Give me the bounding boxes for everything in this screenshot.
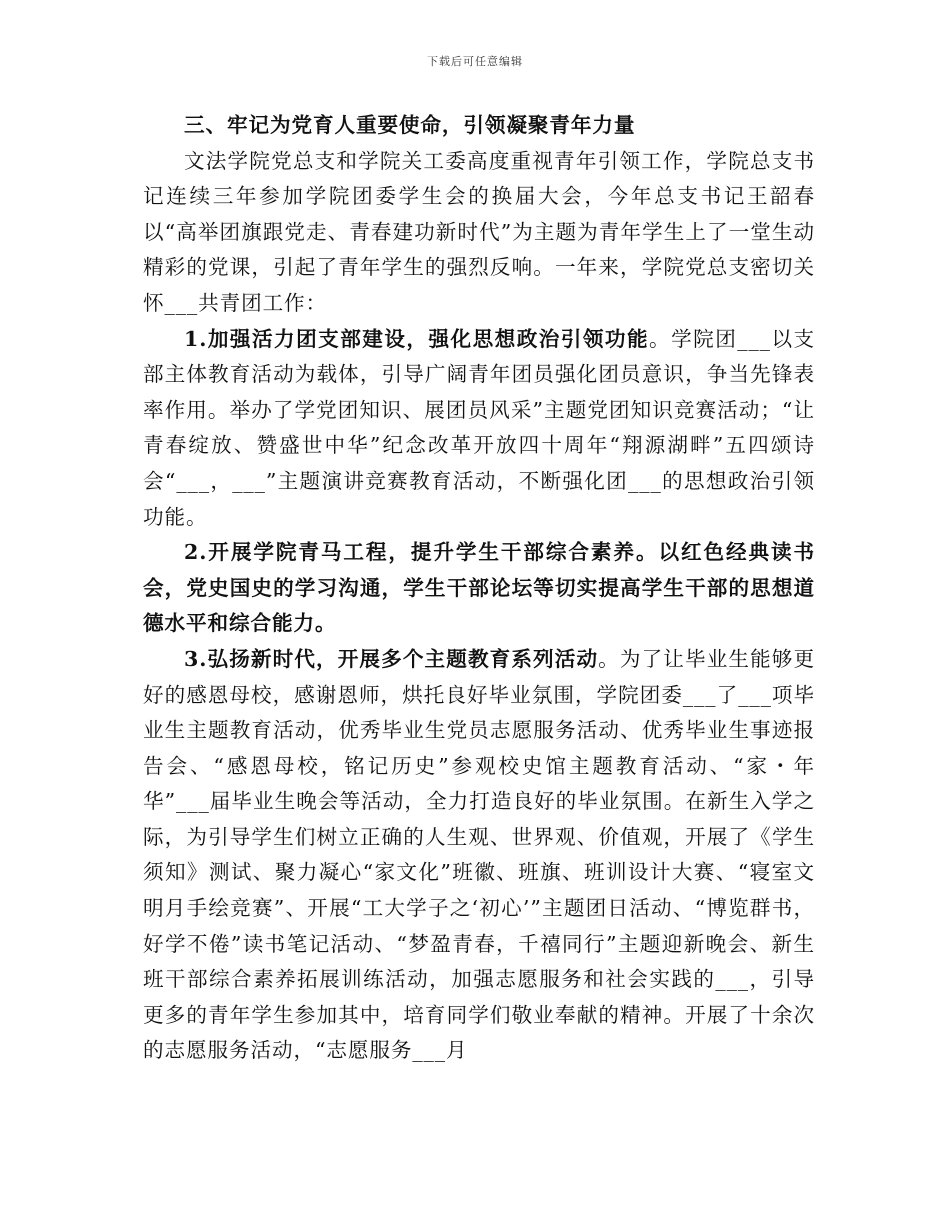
item-1-paragraph	[143, 322, 815, 536]
page-header-note: 下载后可任意编辑	[427, 55, 523, 68]
item-3-lead: 3.弘扬新时代，开展多个主题教育系列活动	[184, 646, 599, 671]
item-1-lead: 1.加强活力团支部建设，强化思想政治引领功能	[184, 326, 650, 351]
item-2-lead: 2.开展学院青马工程，提升学生干部综合素养。以红色经典读书会，党史国史的学习沟通，学生干部论坛等切实提高学生干部的思想道德水平和综合能力。	[143, 540, 815, 636]
item-3-text: 。为了让毕业生能够更好的感恩母校，感谢恩师，烘托良好毕业氛围，学院团委___了___项毕业生主题教育活动，优秀毕业生党员志愿服务活动、优秀毕业生事迹报告会、“感恩母校，铭记历史”参观校史馆主题教育活动、“家・年华”___届毕业生晚会等活动，全力打造良好的毕业氛围。在新生入学之际，为引导学生们树立正确的人生观、世界观、价值观，开展了《学生须知》测试、聚力凝心“家文化”班徽、班旗、班训设计大赛、“寝室文明月手绘竞赛”、开展“工大学子之‘初心’”主题团日活动、“博览群书，好学不倦”读书笔记活动、“梦盈青春，千禧同行”主题迎新晚会、新生班干部综合素养拓展训练活动，加强志愿服务和社会实践的___，引导更多的青年学生参加其中，培育同学们敬业奉献的精神。开展了十余次的志愿服务活动，“志愿服务___月	[143, 646, 815, 1063]
section-intro-paragraph: 文法学院党总支和学院关工委高度重视青年引领工作，学院总支书记连续三年参加学院团委学生会的换届大会，今年总支书记王韶春以“高举团旗跟党走、青春建功新时代”为主题为青年学生上了一堂生动精彩的党课，引起了青年学生的强烈反响。一年来，学院党总支密切关怀___共青团工作：	[143, 148, 815, 315]
item-2-paragraph	[143, 535, 815, 642]
section-heading: 三、牢记为党育人重要使命，引领凝聚青年力量	[184, 113, 636, 137]
item-1-text: 。学院团___以支部主体教育活动为载体，引导广阔青年团员强化团员意识，争当先锋表率作用。举办了学党团知识、展团员风采”主题党团知识竞赛活动；“让青春绽放、赞盛世中华”纪念改革开放四十周年“翔源湖畔”五四颂诗会“___，___”主题演讲竞赛教育活动，不断强化团___的思想政治引领功能。	[143, 326, 815, 529]
item-3-paragraph	[143, 642, 815, 1069]
document-body	[143, 108, 815, 1069]
